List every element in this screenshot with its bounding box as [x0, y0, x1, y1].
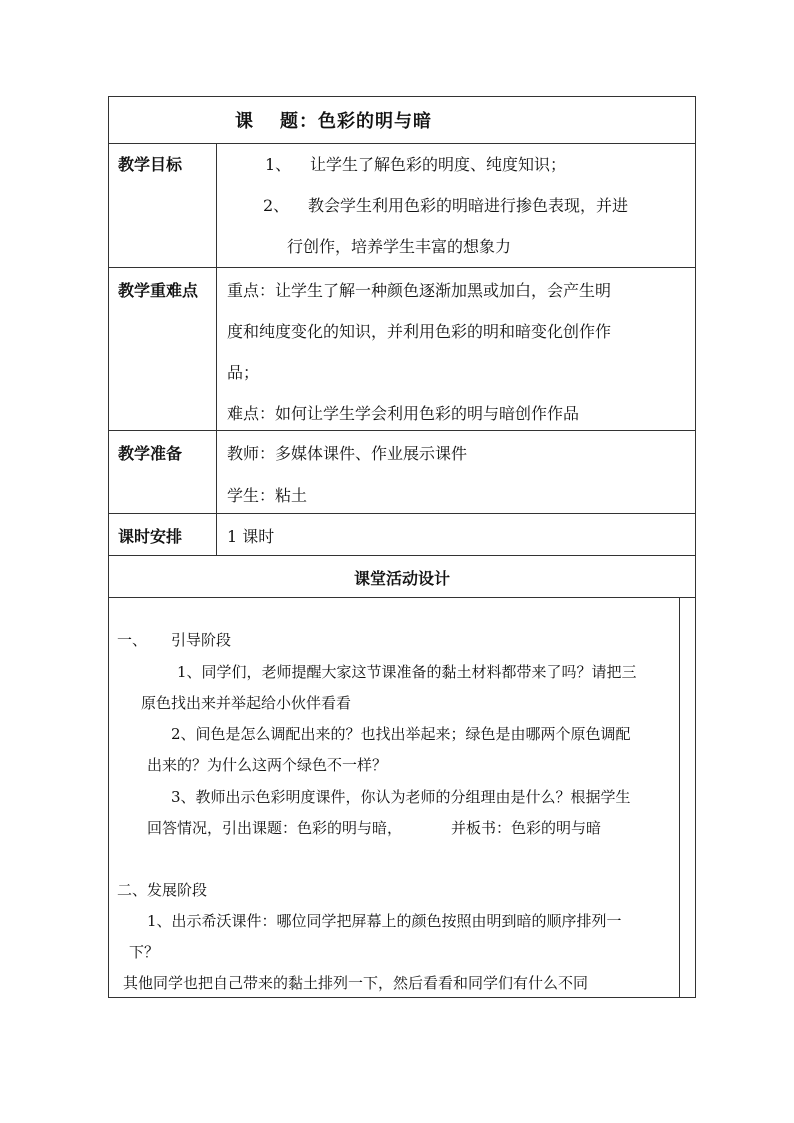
stage-2-para-2: 其他同学也把自己带来的黏土排列一下，然后看看和同学们有什么不同 [123, 974, 589, 992]
goal-item-1 [265, 152, 566, 175]
preparation-teacher: 教师：多媒体课件、作业展示课件 [227, 444, 468, 463]
stage-1-para-3c: 并板书：色彩的明与暗 [451, 819, 602, 837]
stage-1-para-1b: 原色找出来并举起给小伙伴看看 [141, 694, 352, 712]
schedule-label: 课时安排 [109, 514, 217, 555]
stage-2-para-1a: 1、出示希沃课件：哪位同学把屏幕上的颜色按照由明到暗的顺序排列一 [147, 912, 622, 930]
inner-column-border [679, 598, 680, 997]
preparation-student: 学生：粘土 [227, 486, 308, 505]
goal-2-text: 教会学生利用色彩的明暗进行掺色表现，并进 [308, 196, 629, 215]
lesson-title [235, 107, 432, 133]
title-row [109, 97, 695, 143]
stage-1-para-1a: 1、同学们，老师提醒大家这节课准备的黏土材料都带来了吗？请把三 [177, 663, 637, 681]
key-point-line-2: 度和纯度变化的知识，并利用色彩的明和暗变化创作作 [227, 322, 612, 341]
design-header-row [109, 555, 695, 597]
key-points-row [109, 267, 695, 430]
title-suffix: 题：色彩的明与暗 [280, 111, 432, 132]
stage-1-para-2a: 2、间色是怎么调配出来的？也找出举起来；绿色是由哪两个原色调配 [171, 725, 631, 743]
difficult-point-line: 难点：如何让学生学会利用色彩的明与暗创作作品 [227, 404, 580, 423]
goal-2-continuation: 行创作，培养学生丰富的想象力 [287, 237, 512, 256]
key-point-line-1: 重点：让学生了解一种颜色逐渐加黑或加白，会产生明 [227, 281, 612, 300]
stage-2-para-1b: 下？ [129, 943, 160, 961]
stage-1-para-2b: 出来的？为什么这两个绿色不一样？ [147, 756, 388, 774]
goal-2-number: 2、 [263, 196, 290, 215]
stage-2-title: 二、发展阶段 [117, 881, 208, 899]
key-points-label: 教学重难点 [109, 268, 217, 430]
goals-row [109, 143, 695, 267]
goal-item-2 [263, 193, 628, 216]
goal-1-text: 让学生了解色彩的明度、纯度知识； [310, 155, 567, 174]
preparation-row [109, 430, 695, 513]
preparation-label: 教学准备 [109, 431, 217, 513]
stage-1-title: 引导阶段 [171, 631, 232, 649]
lesson-plan-table [108, 96, 696, 998]
stage-1-para-3b: 回答情况，引出课题：色彩的明与暗， [147, 819, 403, 837]
design-title: 课堂活动设计 [353, 569, 450, 588]
title-prefix: 课 [235, 111, 254, 132]
stage-1-number: 一、 [117, 631, 148, 649]
activities-body [109, 597, 695, 997]
key-point-line-3: 品； [227, 363, 260, 382]
goal-1-number: 1、 [265, 155, 292, 174]
schedule-row [109, 513, 695, 555]
schedule-value: 1 课时 [227, 527, 275, 546]
goals-label: 教学目标 [109, 144, 217, 267]
stage-1-para-3a: 3、教师出示色彩明度课件，你认为老师的分组理由是什么？根据学生 [171, 788, 631, 806]
